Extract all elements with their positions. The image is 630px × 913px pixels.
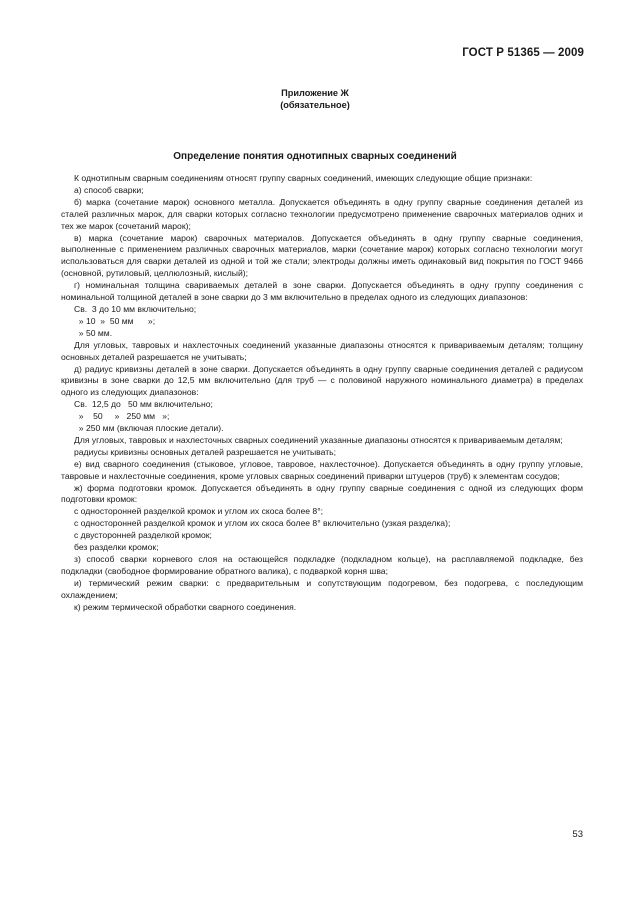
range-line: » 50 » 250 мм »; bbox=[74, 411, 170, 422]
item-e: е) вид сварного соединения (стыковое, угловое, тавровое, нахлесточное). Допускается объединять в одну группу угловые, тавровые и нахлесточные соединения, кроме угловых сварных соединений приварки штуцеров (труб) к элементам сосудов; bbox=[61, 458, 583, 481]
document-number: ГОСТ Р 51365 — 2009 bbox=[462, 47, 584, 59]
item-v: в) марка (сочетание марок) сварочных материалов. Допускается объединять в одну группу сварные соединения, выполненные с применением различных сварочных материалов, марки (сочетание марок) которых согласно технологии могут использоваться для сварки деталей из одной и той же стали; электроды должны иметь одинаковый вид покрытия по ГОСТ 9466 (основной, рутиловый, целлюлозный, кислый); bbox=[61, 232, 583, 279]
list-item: с односторонней разделкой кромок и углом их скоса более 8°; bbox=[74, 506, 324, 517]
list-item: с односторонней разделкой кромок и углом их скоса более 8° включительно (узкая разделка); bbox=[74, 518, 451, 529]
list-item: без разделки кромок; bbox=[74, 542, 159, 553]
page-number: 53 bbox=[572, 829, 583, 840]
list-item: с двусторонней разделкой кромок; bbox=[74, 530, 212, 541]
document-body bbox=[61, 173, 583, 614]
item-g-note: Для угловых, тавровых и нахлесточных соединений указанные диапазоны относятся к привариваемым деталям; толщину основных деталей разрешается не учитывать; bbox=[61, 339, 583, 362]
annex-status: (обязательное) bbox=[280, 100, 350, 110]
range-line: » 250 мм (включая плоские детали). bbox=[74, 423, 224, 434]
range-line: Св. 12,5 до 50 мм включительно; bbox=[74, 399, 213, 410]
annex-title: Приложение Ж bbox=[281, 88, 349, 98]
item-z: з) способ сварки корневого слоя на остающейся подкладке (подкладном кольце), на расплавляемой подкладке, без подкладки (свободное формирование обратного валика), с подваркой корня шва; bbox=[61, 554, 583, 576]
item-a: а) способ сварки; bbox=[74, 184, 144, 195]
item-zh: ж) форма подготовки кромок. Допускается объединять в одну группу сварные соединения с одной из следующих форм подготовки кромок: bbox=[61, 482, 583, 505]
item-g: г) номинальная толщина свариваемых деталей в зоне сварки. Допускается объединять в одну группу соединения с номинальной толщиной деталей в зоне сварки до 3 мм включительно в пределах одного из следующих диапазонов: bbox=[61, 280, 583, 303]
item-i: и) термический режим сварки: с предварительным и сопутствующим подогревом, без подогрева, с последующим охлаждением; bbox=[61, 577, 583, 600]
item-d-note: радиусы кривизны основных деталей разрешается не учитывать; bbox=[74, 446, 337, 457]
item-d-note: Для угловых, тавровых и нахлесточных сварных соединений указанные диапазоны относятся к привариваемым деталям; bbox=[74, 434, 563, 445]
item-d: д) радиус кривизны деталей в зоне сварки. Допускается объединять в одну группу сварные соединения деталей с радиусом кривизны в зоне сварки до 12,5 мм включительно (для труб — с половиной наружного номинального диаметра) в пределах одного из следующих диапазонов: bbox=[61, 363, 583, 398]
range-line: Св. 3 до 10 мм включительно; bbox=[74, 303, 197, 314]
item-b: б) марка (сочетание марок) основного металла. Допускается объединять в одну группу сварные соединения деталей из сталей различных марок, для сварки которых согласно технологии предусмотрено применение сварочных материалов одних и тех же марок (сочетаний марок); bbox=[61, 196, 583, 231]
item-k: к) режим термической обработки сварного соединения. bbox=[74, 601, 297, 612]
range-line: » 10 » 50 мм »; bbox=[74, 315, 156, 326]
range-line: » 50 мм. bbox=[74, 327, 113, 338]
section-title: Определение понятия однотипных сварных соединений bbox=[173, 151, 457, 162]
paragraph-intro: К однотипным сварным соединениям относят группу сварных соединений, имеющих следующие общие признаки: bbox=[74, 173, 533, 183]
